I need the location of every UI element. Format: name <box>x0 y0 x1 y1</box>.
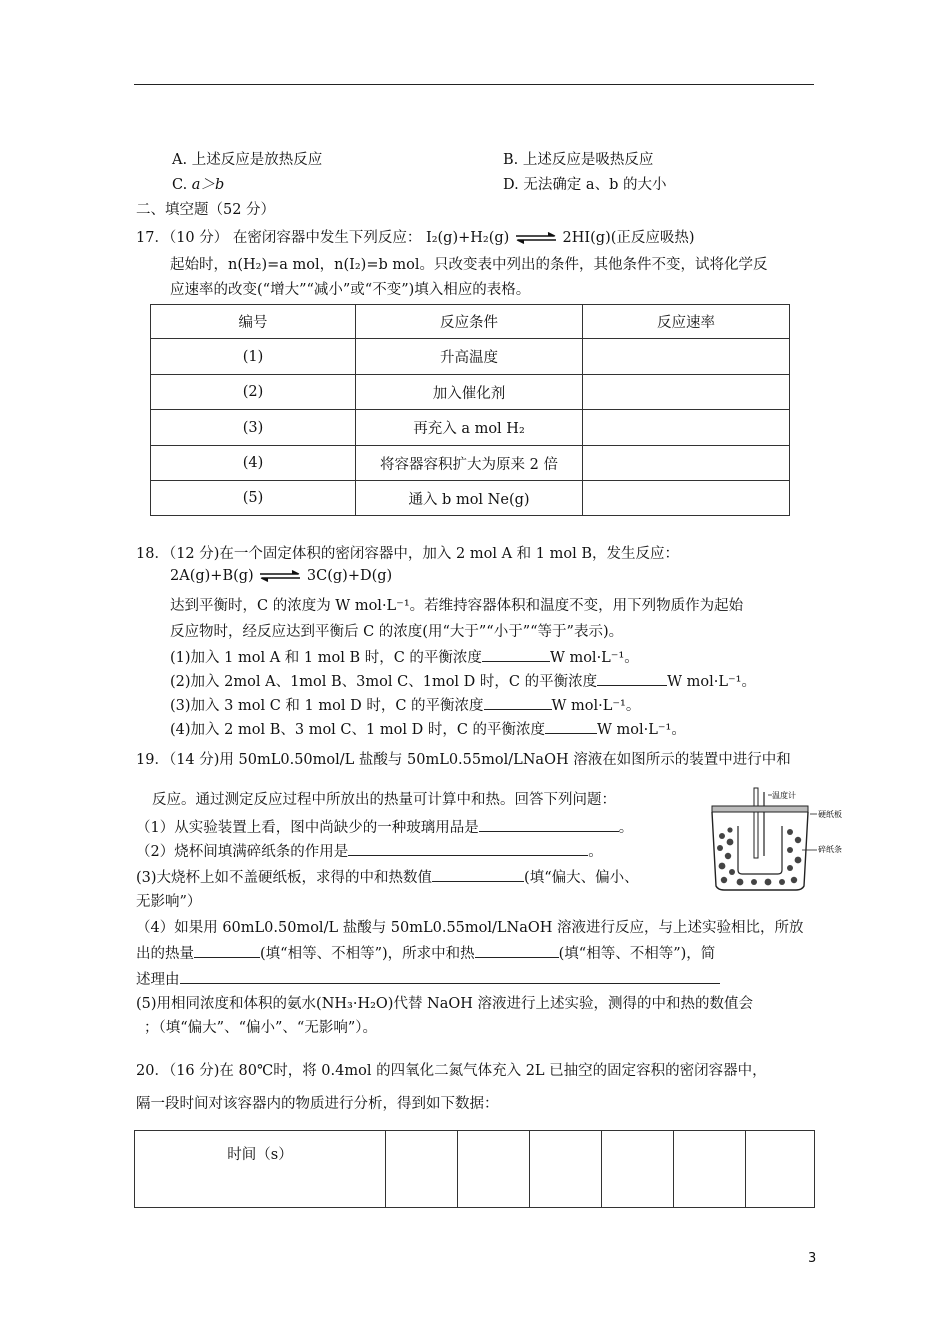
option-c: C. a＞b <box>172 177 225 193</box>
section-title: 二、填空题（52 分） <box>136 202 276 218</box>
table-row <box>151 375 790 410</box>
table-cell: (4) <box>151 446 356 481</box>
q18-item-1: (1)加入 1 mol A 和 1 mol B 时，C 的平衡浓度 W mol·L⁻¹。 <box>170 646 639 667</box>
q18-item-3: (3)加入 3 mol C 和 1 mol D 时，C 的平衡浓度 W mol·L⁻¹。 <box>170 694 640 715</box>
q19-part-5-line2: ；（填“偏大”、“偏小”、“无影响”）。 <box>144 1020 377 1036</box>
time-header-cell: 时间（s） <box>135 1131 386 1208</box>
answer-cell[interactable] <box>583 446 790 481</box>
thermometer-label: 温度计 <box>772 791 796 800</box>
table-row <box>151 481 790 516</box>
answer-blank[interactable] <box>479 817 619 832</box>
answer-cell[interactable] <box>583 481 790 516</box>
answer-cell[interactable] <box>530 1131 602 1208</box>
answer-cell[interactable] <box>458 1131 530 1208</box>
q17-head: 17．（10 分） 在密闭容器中发生下列反应： I₂(g)+H₂(g) 2HI(g)(正反应吸热) <box>136 230 695 246</box>
answer-blank[interactable] <box>180 969 720 984</box>
table-row <box>135 1131 815 1208</box>
cardboard-icon <box>712 806 808 812</box>
q18-line4: 反应物时，经反应达到平衡后 C 的浓度(用“大于”“小于”“等于”表示)。 <box>170 624 624 640</box>
q19-part-5: (5)用相同浓度和体积的氨水(NH₃·H₂O)代替 NaOH 溶液进行上述实验，测得的中和热的数值会 <box>136 996 754 1012</box>
table-row <box>151 410 790 446</box>
header-cell: 编号 <box>151 305 356 339</box>
board-label: 硬纸板 <box>818 810 842 819</box>
paper-label: 碎纸条 <box>818 845 842 854</box>
answer-cell[interactable] <box>602 1131 674 1208</box>
thermometer-icon <box>754 788 758 858</box>
table-cell: (1) <box>151 339 356 375</box>
table-row <box>151 446 790 481</box>
answer-cell[interactable] <box>746 1131 815 1208</box>
q20-table <box>134 1130 815 1208</box>
q19-head: 19．（14 分)用 50mL0.50mol/L 盐酸与 50mL0.55mol/LNaOH 溶液在如图所示的装置中进行中和 <box>136 752 791 768</box>
q19-part-3-cont: 无影响”） <box>136 894 202 910</box>
q19-part-4: （4）如果用 60mL0.50mol/L 盐酸与 50mL0.55mol/LNaOH 溶液进行反应，与上述实验相比，所放 <box>136 920 804 936</box>
q18-item-2: (2)加入 2mol A、1mol B、3mol C、1mol D 时，C 的平衡浓度 W mol·L⁻¹。 <box>170 670 756 691</box>
answer-blank[interactable] <box>194 943 260 958</box>
small-beaker-icon <box>738 826 782 874</box>
q17-line2: 起始时，n(H₂)=a mol，n(I₂)=b mol。只改变表中列出的条件，其他条件不变，试将化学反 <box>170 257 768 273</box>
answer-blank[interactable] <box>432 867 524 882</box>
q19-part-2: （2）烧杯间填满碎纸条的作用是 。 <box>136 840 603 861</box>
table-header-row <box>151 305 790 339</box>
equilibrium-arrow-icon <box>258 570 302 582</box>
answer-blank[interactable] <box>475 943 559 958</box>
q17-table <box>150 304 790 516</box>
q19-part-4-line2: 出的热量 (填“相等、不相等”)，所求中和热 (填“相等、不相等”)，简 <box>136 942 715 963</box>
option-a: A. 上述反应是放热反应 <box>172 152 323 168</box>
answer-cell[interactable] <box>583 375 790 410</box>
paper-scraps-icon <box>717 827 801 885</box>
table-cell: 通入 b mol Ne(g) <box>356 481 583 516</box>
calorimeter-figure <box>710 786 850 892</box>
q19-part-1: （1）从实验装置上看，图中尚缺少的一种玻璃用品是 。 <box>136 816 633 837</box>
table-cell: (5) <box>151 481 356 516</box>
answer-cell[interactable] <box>674 1131 746 1208</box>
q17-line3: 应速率的改变(“增大”“减小”或“不变”)填入相应的表格。 <box>170 282 531 298</box>
q19-part-4-line3: 述理由 <box>136 968 720 989</box>
answer-blank[interactable] <box>597 671 667 686</box>
answer-blank[interactable] <box>482 647 550 662</box>
table-cell: (3) <box>151 410 356 446</box>
equilibrium-arrow-icon <box>514 232 558 244</box>
q19-part-3: (3)大烧杯上如不盖硬纸板，求得的中和热数值 (填“偏大、偏小、 <box>136 866 639 887</box>
q18-head: 18．（12 分)在一个固定体积的密闭容器中，加入 2 mol A 和 1 mol B，发生反应： <box>136 546 679 562</box>
answer-cell[interactable] <box>386 1131 458 1208</box>
table-cell: 加入催化剂 <box>356 375 583 410</box>
table-cell: 再充入 a mol H₂ <box>356 410 583 446</box>
answer-blank[interactable] <box>348 841 588 856</box>
header-cell: 反应条件 <box>356 305 583 339</box>
header-rule <box>134 84 814 85</box>
answer-blank[interactable] <box>484 695 552 710</box>
q20-line1: 20．（16 分)在 80℃时，将 0.4mol 的四氧化二氮气体充入 2L 已抽空的固定容积的密闭容器中， <box>136 1063 767 1079</box>
header-cell: 反应速率 <box>583 305 790 339</box>
table-row <box>151 339 790 375</box>
option-d: D. 无法确定 a、b 的大小 <box>503 177 667 193</box>
answer-cell[interactable] <box>583 410 790 446</box>
table-cell: (2) <box>151 375 356 410</box>
option-b: B. 上述反应是吸热反应 <box>503 152 654 168</box>
q18-equation: 2A(g)+B(g) 3C(g)+D(g) <box>170 568 393 584</box>
q18-item-4: (4)加入 2 mol B、3 mol C、1 mol D 时，C 的平衡浓度 W mol·L⁻¹。 <box>170 718 686 739</box>
q20-line2: 隔一段时间对该容器内的物质进行分析，得到如下数据： <box>136 1096 499 1112</box>
answer-cell[interactable] <box>583 339 790 375</box>
q18-line3: 达到平衡时，C 的浓度为 W mol·L⁻¹。若维持容器体积和温度不变，用下列物质作为起始 <box>170 598 744 614</box>
answer-blank[interactable] <box>545 719 597 734</box>
q19-line2: 反应。通过测定反应过程中所放出的热量可计算中和热。回答下列问题： <box>152 792 616 808</box>
table-cell: 将容器容积扩大为原来 2 倍 <box>356 446 583 481</box>
table-cell: 升高温度 <box>356 339 583 375</box>
page-number: 3 <box>808 1251 817 1266</box>
